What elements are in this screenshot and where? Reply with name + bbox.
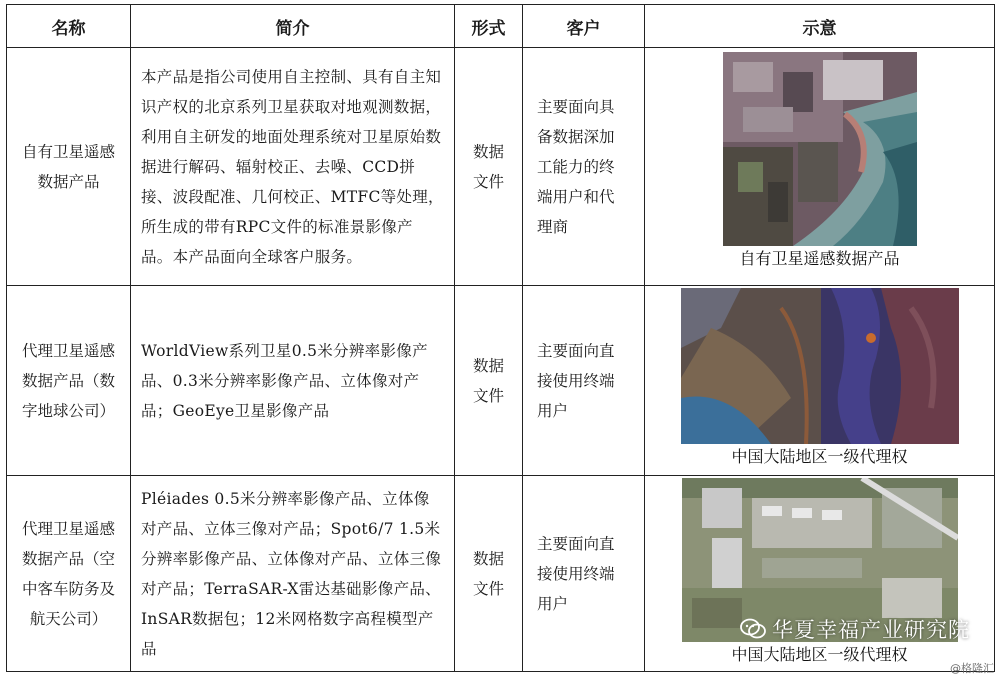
product-illustration [645,286,995,476]
product-name: 自有卫星遥感数据产品 [7,48,131,286]
product-desc: Pléiades 0.5米分辨率影像产品、立体像对产品、立体三像对产品；Spot6/7 1.5米分辨率影像产品、立体像对产品、立体三像对产品；TerraSAR-X雷达基础影像产品、InSAR数据包；12米网格数字高程模型产品 [131,476,455,672]
product-form: 数据 文件 [455,286,523,476]
product-name: 代理卫星遥感数据产品（数字地球公司） [7,286,131,476]
product-form: 数据 文件 [455,48,523,286]
header-desc: 简介 [131,5,455,48]
satellite-coastal-image [723,52,917,246]
wechat-icon [740,618,766,640]
table-row [7,48,995,286]
header-form: 形式 [455,5,523,48]
header-customer: 客户 [523,5,645,48]
product-customer: 主要面向直 接使用终端 用户 [523,286,645,476]
satellite-mountain-image [681,288,959,444]
product-name: 代理卫星遥感数据产品（空中客车防务及航天公司） [7,476,131,672]
product-desc: WorldView系列卫星0.5米分辨率影像产品、0.3米分辨率影像产品、立体像对产品；GeoEye卫星影像产品 [131,286,455,476]
product-form: 数据 文件 [455,476,523,672]
table-row [7,286,995,476]
illustration-caption: 中国大陆地区一级代理权 [731,447,908,466]
product-illustration [645,48,995,286]
product-table [6,4,995,672]
product-customer: 主要面向直 接使用终端 用户 [523,476,645,672]
header-illustration: 示意 [645,5,995,48]
product-desc: 本产品是指公司使用自主控制、具有自主知识产权的北京系列卫星获取对地观测数据，利用自主研发的地面处理系统对卫星原始数据进行解码、辐射校正、去噪、CCD拼接、波段配准、几何校正、MTFC等处理，所生成的带有RPC文件的标准景影像产品。本产品面向全球客户服务。 [131,48,455,286]
watermark: 华夏幸福产业研究院 [740,615,970,645]
product-illustration [645,476,995,672]
watermark-source: @格隆汇 [950,662,994,675]
product-customer: 主要面向具 备数据深加 工能力的终 端用户和代 理商 [523,48,645,286]
header-row [7,5,995,48]
illustration-caption: 自有卫星遥感数据产品 [739,249,900,268]
header-name: 名称 [7,5,131,48]
table-row [7,476,995,672]
illustration-caption: 中国大陆地区一级代理权 [731,645,908,664]
